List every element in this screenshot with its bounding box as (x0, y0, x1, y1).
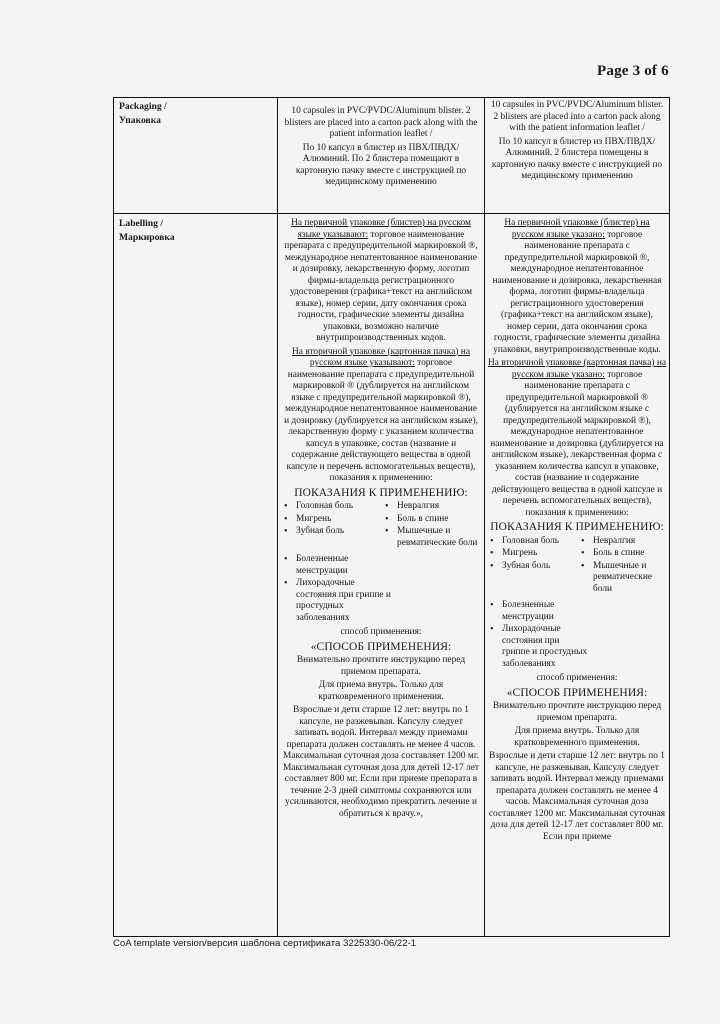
primary-header: На первичной упаковке (блистер) на русском языке указывают: (291, 218, 471, 240)
method-title: «СПОСОБ ПРИМЕНЕНИЯ: (310, 640, 452, 653)
list-item: • Мигрень (282, 514, 379, 526)
method-title: «СПОСОБ ПРИМЕНЕНИЯ: (506, 686, 648, 699)
secondary-text: торговое наименование препарата с предупредительной маркировкой ® (дублируется на английском языке с предупредительной маркировкой ®), международное непатентованное наименование и дозировка (дублируется на английском языке), лекарственная форма с указанием количества капсул в упаковке, состав (название и содержание действующего вещества в одной капсуле и перечень вспомогательных веществ), показания к применению: (490, 369, 664, 518)
packaging-col1-en: 10 capsules in PVC/PVDC/Aluminum blister. 2 blisters are placed into a carton pack along with the patient information leaflet / (284, 106, 478, 139)
indications-bottom (282, 554, 480, 624)
packaging-col2 (488, 100, 666, 185)
packaging-label-en: Packaging / (119, 101, 167, 112)
packaging-col1 (282, 106, 480, 191)
labelling-label-ru: Маркировка (119, 232, 175, 243)
specification-table (113, 97, 670, 937)
list-item: • Боль в спине (579, 548, 666, 560)
method-oral: Для приема внутрь. Только для кратковременного применения. (318, 680, 444, 702)
list-item: • Мышечные и ревматические боли (383, 526, 480, 549)
row-divider (114, 213, 669, 214)
secondary-packaging-text (488, 358, 666, 519)
indications-grid (282, 501, 480, 550)
column-divider (484, 98, 485, 936)
method-dosage: Взрослые и дети старше 12 лет: внутрь по 1 капсуле, не разжевывая. Капсулу следует запивать водой. Интервал между приемами препарата должен составлять не менее 4 часов. Максимальная суточная доза составляет 1200 мг. Максимальная суточная доза для детей 12-17 лет составляет 800 мг. Если при приеме препарата в течение 2-3 дней симптомы сохраняются или усиливаются, необходимо прекратить лечение и обратиться к врачу.», (282, 705, 480, 819)
list-item: • Лихорадочные состояния при гриппе и простудных заболеваниях (488, 624, 587, 670)
indications-left (282, 501, 379, 550)
indications-right (383, 501, 480, 550)
list-item: • Невралгия (579, 536, 666, 548)
primary-text: торговое наименование препарата с предупредительной маркировкой ®, международное непатентованное наименование и дозировка, лекарственная форма, логотип фирмы-владельца регистрационного удостоверения (графика+текст на английском языке), номер серии, дата окончания срока годности, графические элементы дизайна упаковки, внутрипроизводственные коды. (492, 229, 662, 355)
column-divider (277, 98, 278, 936)
list-item: • Невралгия (383, 501, 480, 513)
labelling-label-en: Labelling / (119, 218, 163, 229)
packaging-label (119, 100, 167, 128)
method-label: способ применения: (536, 673, 618, 683)
method-warning: Внимательно прочтите инструкцию перед приемом препарата. (492, 701, 662, 723)
list-item: • Зубная боль (282, 526, 379, 538)
page-number: Page 3 of 6 (597, 63, 669, 79)
packaging-col2-ru: По 10 капсул в блистер из ПВХ/ПВДХ/Алюминий. 2 блистера помещены в картонную пачку вместе с инструкцией по медицинскому применению (491, 136, 663, 181)
labelling-col2 (488, 218, 666, 936)
indications-bottom-list (488, 600, 666, 670)
indications-title: ПОКАЗАНИЯ К ПРИМЕНЕНИЮ: (490, 521, 664, 533)
secondary-packaging-text (282, 347, 480, 485)
secondary-header: На вторичной упаковке (картонная пачка) на русском языке указывают: (291, 346, 470, 368)
method-oral: Для приема внутрь. Только для кратковременного применения. (514, 726, 640, 748)
list-item: • Мышечные и ревматические боли (579, 561, 666, 596)
indications-left (488, 536, 575, 597)
packaging-col2-en: 10 capsules in PVC/PVDC/Aluminum blister. 2 blisters are placed into a carton pack along with the patient information leaflet / (490, 100, 664, 133)
list-item: • Головная боль (488, 536, 575, 548)
primary-packaging-text (282, 218, 480, 345)
list-item: • Головная боль (282, 501, 379, 513)
secondary-header: На вторичной упаковке (картонная пачка) на русском языке указано: (488, 358, 666, 380)
primary-packaging-text (488, 218, 666, 356)
list-item: • Болезненные менструации (488, 600, 587, 623)
template-version-footer: CoA template version/версия шаблона сертификата 3225330-06/22-1 (113, 938, 417, 949)
primary-header: На первичной упаковке (блистер) на русском языке указано: (504, 218, 650, 240)
labelling-col1 (282, 218, 480, 936)
packaging-col1-ru: По 10 капсул в блистер из ПВХ/ПВДХ/Алюминий. По 2 блистера помещают в картонную пачку вместе с инструкцией по медицинскому применению (295, 142, 467, 187)
list-item: • Зубная боль (488, 561, 575, 573)
primary-text: торговое наименование препарата с предупредительной маркировкой ®, международное непатентованное наименование и дозировку, лекарственную форму, логотип фирмы-владельца регистрационного удостоверения (графика+текст на английском языке), номер серии, дату окончания срока годности, графические элементы дизайна упаковки, возможно наличие внутрипроизводственных кодов. (284, 229, 478, 343)
method-dosage: Взрослые и дети старше 12 лет: внутрь по 1 капсуле, не разжевывая. Капсулу следует запивать водой. Интервал между приемами препарата должен составлять не менее 4 часов. Максимальная суточная доза составляет 1200 мг. Максимальная суточная доза для детей 12-17 лет составляет 800 мг. Если при приеме (488, 751, 666, 842)
list-item: • Мигрень (488, 548, 575, 560)
method-warning: Внимательно прочтите инструкцию перед приемом препарата. (296, 655, 466, 677)
secondary-text: торговое наименование препарата с предупредительной маркировкой ® (дублируется на английском языке с предупредительной маркировкой ®), международное непатентованное наименование и дозировку (дублируется на английском языке), лекарственную форму с указанием количества капсул в упаковке, состав (название и содержание действующего вещества в одной капсуле и перечень вспомогательных веществ), показания к применению: (284, 358, 478, 483)
list-item: • Болезненные менструации (282, 554, 391, 577)
packaging-label-ru: Упаковка (119, 115, 161, 126)
list-item: • Лихорадочные состояния при гриппе и простудных заболеваниях (282, 578, 391, 624)
method-label: способ применения: (340, 627, 422, 637)
indications-title: ПОКАЗАНИЯ К ПРИМЕНЕНИЮ: (294, 486, 468, 499)
labelling-label (119, 217, 175, 245)
indications-grid (488, 536, 666, 597)
indications-bottom (488, 600, 666, 670)
indications-bottom-list (282, 554, 480, 624)
indications-right (579, 536, 666, 597)
list-item: • Боль в спине (383, 514, 480, 526)
